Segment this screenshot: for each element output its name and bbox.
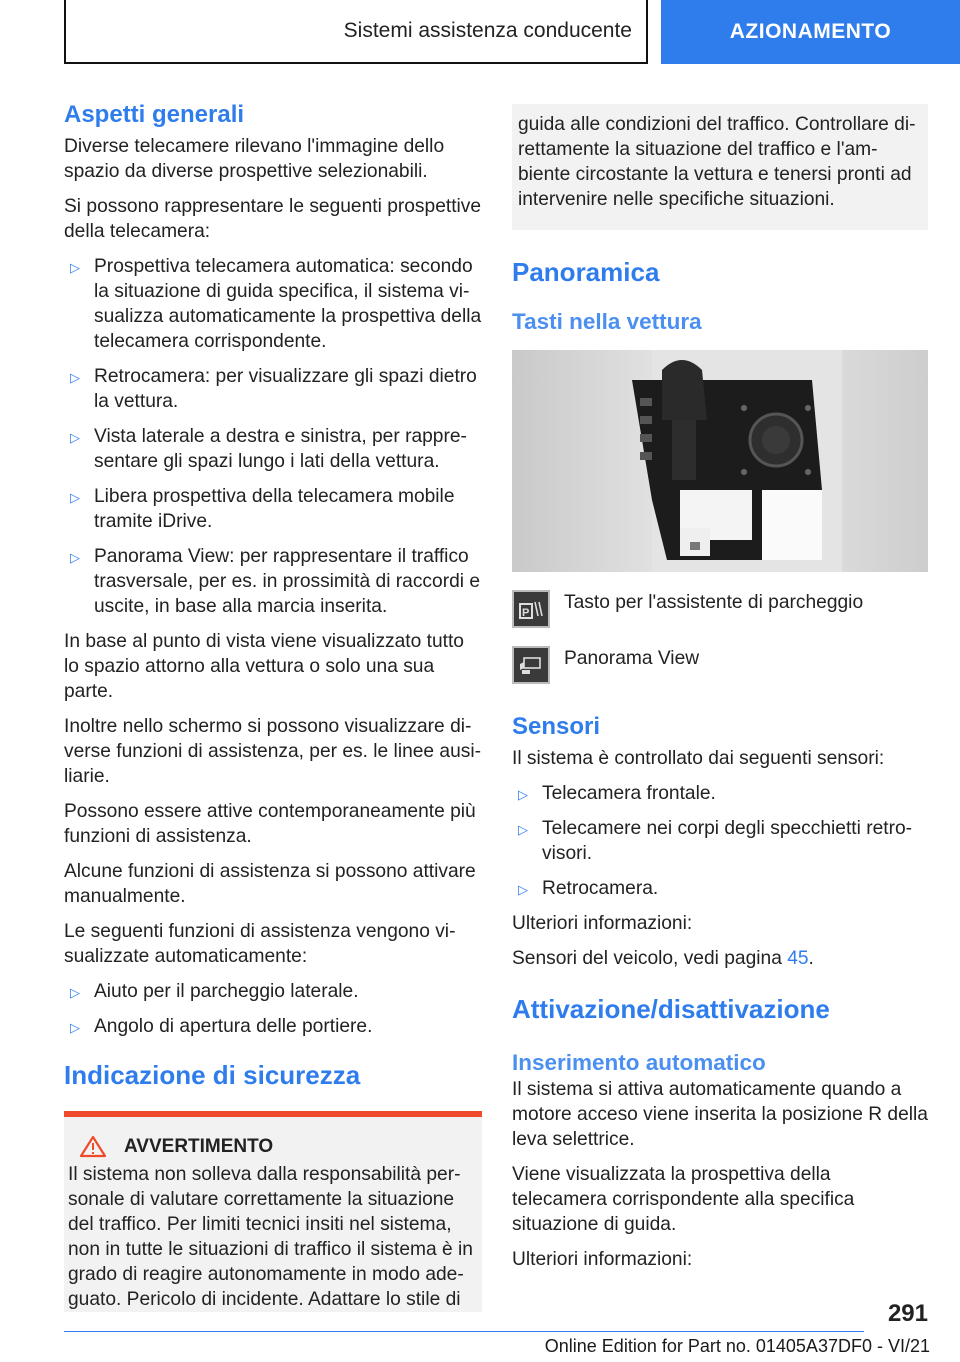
- heading-sensors: Sensori: [512, 713, 601, 740]
- heading-auto: Inserimento automatico: [512, 1050, 766, 1075]
- list-item: ▷ Vista laterale a destra e sinistra, per rappresentare gli spazi lungo i lati della vettura.: [70, 426, 467, 472]
- auto-functions-list: [64, 979, 482, 1039]
- paragraph: Alcune funzioni di assistenza si possono attivare manualmente.: [64, 861, 476, 907]
- page-header: [0, 0, 960, 66]
- heading-general: Aspetti generali: [64, 101, 245, 128]
- perspective-list: [64, 254, 482, 619]
- section-title: AZIONAMENTO: [661, 0, 960, 64]
- triangle-right-icon: ▷: [70, 430, 80, 445]
- paragraph: Il sistema si attiva automaticamente quando a motore acceso viene inserita la posizione R della leva selettrice.: [512, 1079, 928, 1150]
- triangle-right-icon: ▷: [70, 985, 80, 1000]
- triangle-right-icon: ▷: [70, 550, 80, 565]
- right-column: [512, 104, 928, 1282]
- svg-text:P: P: [522, 607, 530, 619]
- button-label-parking: Tasto per l'assistente di parcheggio: [564, 592, 864, 613]
- edition-info: Online Edition for Part no. 01405A37DF0 - VI/21: [544, 1336, 930, 1356]
- list-item: ▷ Retrocamera.: [512, 876, 928, 901]
- warning-triangle-icon: [80, 1135, 106, 1158]
- triangle-right-icon: ▷: [518, 787, 528, 802]
- parking-assistant-icon: [512, 590, 550, 628]
- list-item: ▷ Telecamere nei corpi degli specchietti retrovisori.: [518, 818, 913, 864]
- list-item: ▷ Prospettiva telecamera automatica: secondo la situazione di guida specifica, il sistema visualizza automaticamente la prospettiva della telecamera corrispondente.: [70, 256, 482, 352]
- button-row-panorama: [512, 646, 928, 684]
- heading-overview: Panoramica: [512, 257, 660, 287]
- list-item: ▷ Angolo di apertura delle portiere.: [64, 1014, 482, 1039]
- vehicle-console-image: [512, 350, 928, 572]
- triangle-right-icon: ▷: [70, 260, 80, 275]
- paragraph: Il sistema è controllato dai seguenti sensori:: [512, 748, 885, 769]
- triangle-right-icon: ▷: [518, 882, 528, 897]
- triangle-right-icon: ▷: [70, 1020, 80, 1035]
- page-number: 291: [887, 1300, 928, 1327]
- paragraph: Inoltre nello schermo si possono visualizzare diverse funzioni di assistenza, per es. le linee ausiliarie.: [64, 716, 482, 787]
- button-row-parking: [512, 590, 928, 628]
- paragraph: Viene visualizzata la prospettiva della telecamera corrispondente alla specifica situazione di guida.: [512, 1164, 855, 1235]
- warning-header: [64, 1117, 482, 1162]
- list-item: ▷ Libera prospettiva della telecamera mobile tramite iDrive.: [70, 486, 455, 532]
- list-item: ▷ Aiuto per il parcheggio laterale.: [64, 979, 482, 1004]
- paragraph: Le seguenti funzioni di assistenza vengono visualizzate automaticamente:: [64, 921, 456, 967]
- list-item: ▷ Panorama View: per rappresentare il traffico trasversale, per es. in prossimità di raccordi e uscite, in base alla marcia inserita.: [70, 546, 481, 617]
- warning-text: Il sistema non solleva dalla responsabilità personale di valutare correttamente la situazione del traffico. Per limiti tecnici insiti nel sistema, non in tutte le situazioni di traffico il sistema è in grado di reagire autonomamente in modo adeguato. Pericolo di incidente. Adattare lo stile di: [68, 1164, 473, 1310]
- panorama-view-icon: [512, 646, 550, 684]
- heading-buttons: Tasti nella vettura: [512, 309, 702, 334]
- list-item: ▷ Telecamera frontale.: [512, 781, 928, 806]
- page-link[interactable]: 45: [787, 948, 809, 969]
- paragraph: Ulteriori informazioni:: [512, 1249, 693, 1270]
- chapter-title: Sistemi assistenza conducente: [64, 0, 648, 64]
- paragraph: Ulteriori informazioni:: [512, 913, 693, 934]
- warning-box: [64, 1111, 482, 1312]
- paragraph: In base al punto di vista viene visualizzato tutto lo spazio attorno alla vettura o solo una sua parte.: [64, 631, 464, 702]
- sensors-list: [512, 781, 928, 901]
- left-column: [64, 100, 482, 1312]
- warning-title: AVVERTIMENTO: [124, 1135, 274, 1157]
- paragraph: Diverse telecamere rilevano l'immagine dello spazio da diverse prospettive selezionabili.: [64, 136, 445, 182]
- warning-continuation: guida alle condizioni del traffico. Controllare direttamente la situazione del traffico e l'ambiente circostante la vettura e tenersi pronti ad intervenire nelle specifiche situazioni.: [512, 104, 928, 230]
- list-item: ▷ Retrocamera: per visualizzare gli spazi dietro la vettura.: [70, 366, 477, 412]
- heading-safety: Indicazione di sicurezza: [64, 1060, 361, 1090]
- triangle-right-icon: ▷: [70, 490, 80, 505]
- page-reference: Sensori del veicolo, vedi pagina 45.: [512, 948, 814, 969]
- triangle-right-icon: ▷: [518, 822, 528, 837]
- paragraph: Possono essere attive contemporaneamente più funzioni di assistenza.: [64, 801, 476, 847]
- footer-divider: [64, 1331, 864, 1332]
- paragraph: Si possono rappresentare le seguenti prospettive della telecamera:: [64, 196, 482, 242]
- triangle-right-icon: ▷: [70, 370, 80, 385]
- button-label-panorama: Panorama View: [564, 648, 700, 669]
- heading-activation: Attivazione/disattivazione: [512, 994, 830, 1024]
